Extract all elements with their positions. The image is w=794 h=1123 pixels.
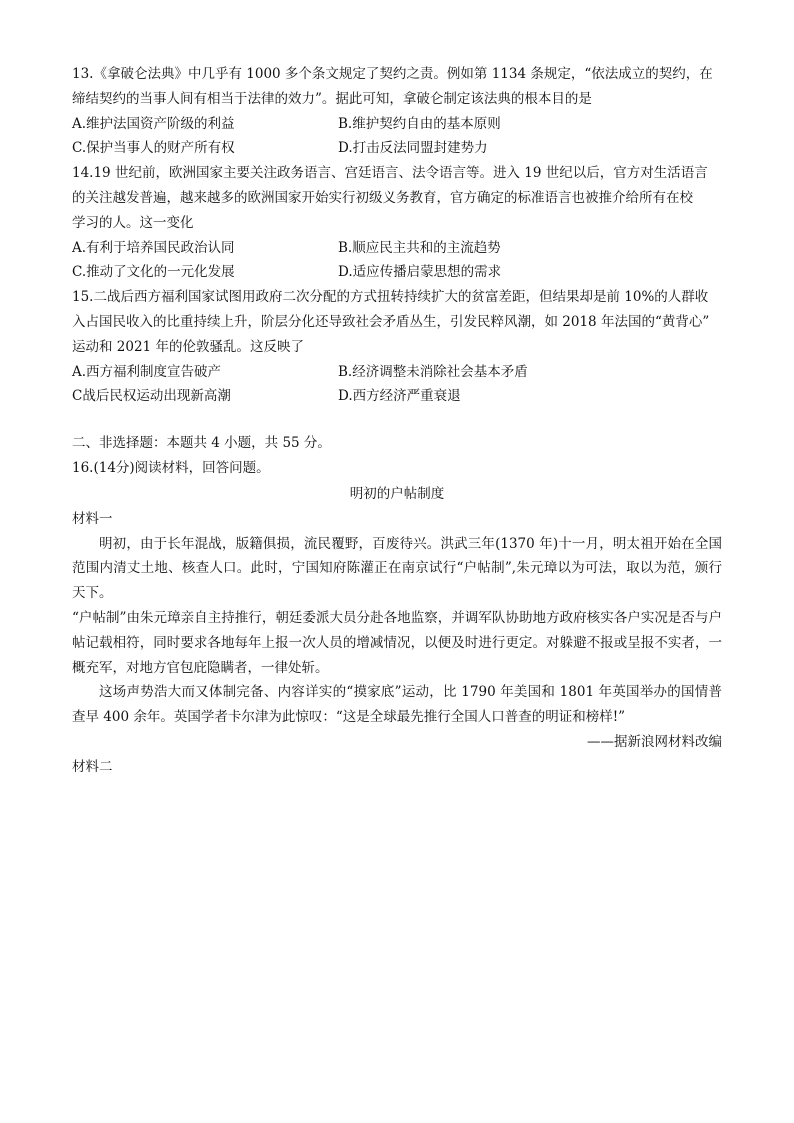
material-paragraph: 明初，由于长年混战，版籍俱损，流民覆野，百废待兴。洪武三年(1370 年)十一月，明太祖开始在全国范围内清丈土地、核查人口。此时，宁国知府陈灌正在南京试行“户帖制”,朱元璋以为可法，取以为范，颁行天下。 [72, 535, 722, 602]
options-row [72, 136, 722, 161]
question-16-prompt: 16.(14分)阅读材料，回答问题。 [72, 459, 270, 476]
option-d: D.西方经济严重衰退 [338, 388, 461, 405]
options-row [72, 360, 722, 385]
section-2 [72, 431, 722, 779]
material-1-label: 材料一 [72, 510, 113, 527]
question-stem-line: 的关注越发普遍，越来越多的欧洲国家开始实行初级义务教育，官方确定的标准语言也被推介给所有在校 [72, 189, 693, 206]
question-stem-line: 缔结契约的当事人间有相当于法律的效力”。据此可知，拿破仑制定该法典的根本目的是 [72, 90, 592, 107]
options-row [72, 236, 722, 261]
exam-page [72, 62, 722, 780]
options-row [72, 384, 722, 409]
question-stem-line: 13.《拿破仑法典》中几乎有 1000 多个条文规定了契约之责。例如第 1134 条规定，“依法成立的契约，在 [72, 66, 713, 82]
option-c: C战后民权运动出现新高潮 [72, 388, 231, 405]
question-stem-line: 学习的人。这一变化 [72, 214, 194, 231]
question-stem-line: 15.二战后西方福利国家试图用政府二次分配的方式扭转持续扩大的贫富差距，但结果却是前 10%的人群收 [72, 289, 709, 306]
option-b: B.维护契约自由的基本原则 [338, 115, 501, 132]
options-row [72, 260, 722, 285]
option-a: A.维护法国资产阶级的利益 [72, 115, 235, 132]
options-row [72, 112, 722, 137]
question-14 [72, 161, 722, 285]
material-paragraph: “户帖制”由朱元璋亲自主持推行，朝廷委派大员分赴各地监察，并调军队协助地方政府核实各户实况是否与户帖记载相符，同时要求各地每年上报一次人员的增减情况，以便及时进行更定。对躲避不报或呈报不实者，一概充军，对地方官包庇隐瞒者，一律处斩。 [72, 609, 722, 676]
section-heading: 二、非选择题：本题共 4 小题，共 55 分。 [72, 435, 331, 452]
material-2-label: 材料二 [72, 758, 113, 775]
material-title: 明初的户帖制度 [349, 485, 445, 502]
option-a: A.西方福利制度宣告破产 [72, 363, 222, 380]
option-d: D.适应传播启蒙思想的需求 [338, 264, 502, 281]
option-a: A.有利于培养国民政治认同 [72, 239, 235, 256]
question-stem-line: 14.19 世纪前，欧洲国家主要关注政务语言、宫廷语言、法令语言等。进入 19 世纪以后，官方对生活语言 [72, 165, 708, 182]
material-paragraph: 这场声势浩大而又体制完备、内容详实的“摸家底”运动，比 1790 年美国和 1801 年英国举办的国情普查早 400 余年。英国学者卡尔津为此惊叹：“这是全球最先推行全国人口普查的明证和榜样!” [72, 684, 722, 726]
question-stem-line: 入占国民收入的比重持续上升，阶层分化还导致社会矛盾丛生，引发民粹风潮，如 2018 年法国的“黄背心” [72, 313, 710, 330]
option-c: C.保护当事人的财产所有权 [72, 140, 235, 157]
material-source: ——据新浪网材料改编 [587, 733, 722, 750]
option-c: C.推动了文化的一元化发展 [72, 264, 235, 281]
option-d: D.打击反法同盟封建势力 [338, 140, 488, 157]
question-13 [72, 62, 722, 161]
question-stem-line: 运动和 2021 年的伦敦骚乱。这反映了 [72, 338, 304, 355]
option-b: B.经济调整未消除社会基本矛盾 [338, 363, 528, 380]
option-b: B.顺应民主共和的主流趋势 [338, 239, 501, 256]
question-15 [72, 285, 722, 409]
